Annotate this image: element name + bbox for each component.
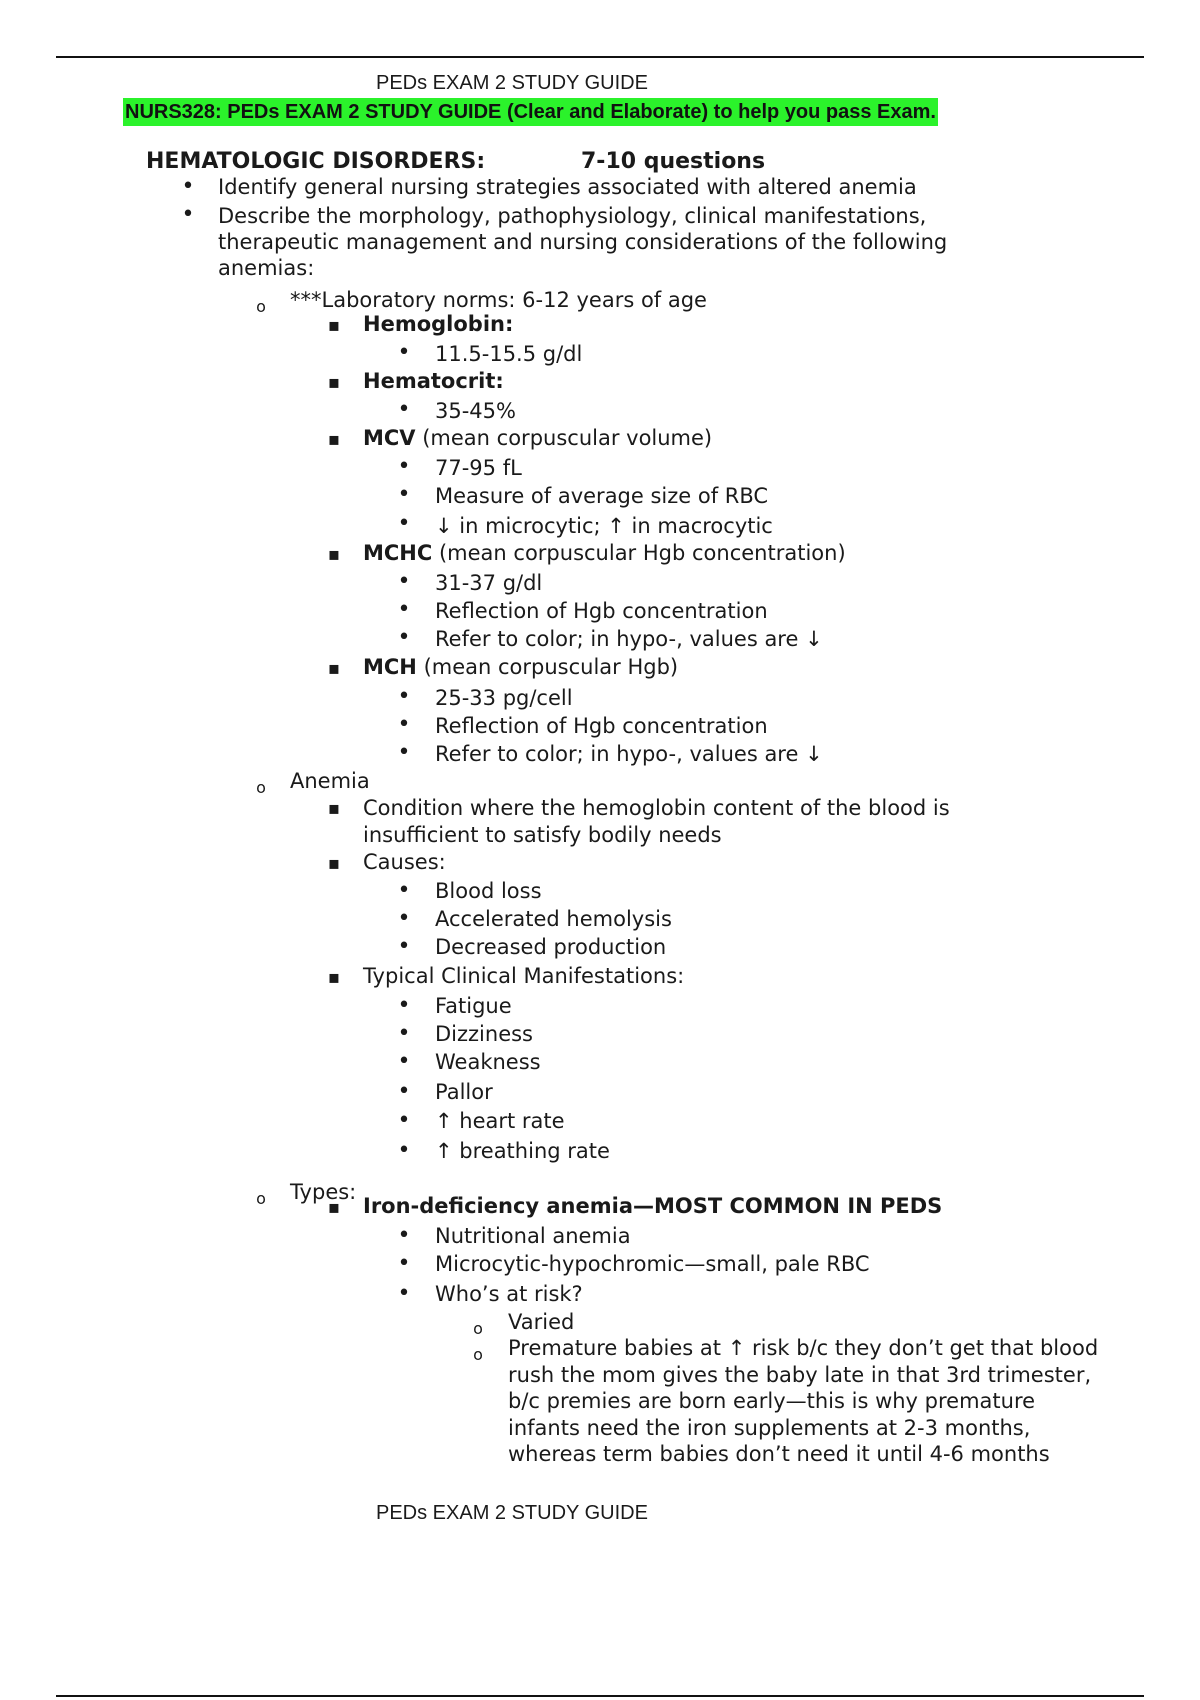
manifestation-item: ↑ breathing rate — [435, 1139, 610, 1163]
cause-item: Accelerated hemolysis — [435, 907, 672, 931]
bullet-icon — [397, 906, 411, 931]
bullet-icon — [397, 569, 411, 594]
hemoglobin-label: Hemoglobin: — [363, 312, 514, 336]
bullet-icon — [397, 1138, 411, 1163]
circle-bullet-icon — [471, 1341, 485, 1365]
bullet-icon — [397, 1079, 411, 1104]
iron-item: Nutritional anemia — [435, 1224, 631, 1248]
mch-item: 25-33 pg/cell — [435, 686, 573, 710]
iron-deficiency-title: Iron-deficiency anemia—MOST COMMON IN PEDS — [363, 1194, 943, 1218]
bullet-icon — [181, 174, 195, 199]
mcv-item: 77-95 fL — [435, 456, 522, 480]
manifestation-item: Dizziness — [435, 1022, 533, 1046]
bullet-icon — [397, 454, 411, 479]
square-bullet-icon — [327, 312, 341, 336]
risk-premature: Premature babies at ↑ risk b/c they don’t get that blood rush the mom gives the baby late in that 3rd trimester, b/c premies are born early—this is why premature infants need the iron supplements at 2-3 months, whereas term babies don’t need it until 4-6 months — [508, 1336, 1099, 1466]
square-bullet-icon — [327, 1194, 341, 1218]
square-bullet-icon — [327, 541, 341, 565]
mcv-item: ↓ in microcytic; ↑ in macrocytic — [435, 514, 773, 538]
manifestation-item: ↑ heart rate — [435, 1109, 565, 1133]
bullet-icon — [397, 597, 411, 622]
bullet-icon — [397, 1108, 411, 1133]
circle-bullet-icon — [471, 1315, 485, 1339]
bullet-icon — [397, 511, 411, 536]
square-bullet-icon — [327, 964, 341, 988]
iron-item: Microcytic-hypochromic—small, pale RBC — [435, 1252, 870, 1276]
hematocrit-label: Hematocrit: — [363, 369, 504, 393]
bullet-icon — [397, 934, 411, 959]
anemia-definition: Condition where the hemoglobin content of the blood is insufficient to satisfy bodily needs — [363, 796, 950, 847]
mcv-description: (mean corpuscular volume) — [415, 426, 713, 450]
bullet-icon — [397, 993, 411, 1018]
bullet-icon — [397, 625, 411, 650]
circle-bullet-icon — [254, 1185, 268, 1209]
page-footer-title: PEDs EXAM 2 STUDY GUIDE — [376, 1502, 648, 1524]
bullet-icon — [397, 740, 411, 765]
mch-description: (mean corpuscular Hgb) — [416, 655, 679, 679]
top-rule — [56, 56, 1144, 58]
cause-item: Decreased production — [435, 935, 667, 959]
mchc-abbr: MCHC — [363, 541, 433, 565]
mch-heading — [363, 655, 678, 679]
bullet-icon — [181, 202, 195, 227]
manifestation-item: Fatigue — [435, 994, 512, 1018]
mch-item: Refer to color; in hypo-, values are ↓ — [435, 742, 823, 766]
mch-item: Reflection of Hgb concentration — [435, 714, 768, 738]
bottom-rule — [56, 1695, 1144, 1697]
bullet-icon — [397, 1049, 411, 1074]
bullet-icon — [397, 482, 411, 507]
manifestations-label: Typical Clinical Manifestations: — [363, 964, 685, 988]
square-bullet-icon — [327, 426, 341, 450]
bullet-icon — [397, 1021, 411, 1046]
circle-bullet-icon — [254, 774, 268, 798]
manifestation-item: Pallor — [435, 1080, 493, 1104]
bullet-icon — [397, 340, 411, 365]
risk-varied: Varied — [508, 1310, 575, 1334]
bullet-icon — [397, 712, 411, 737]
manifestation-item: Weakness — [435, 1050, 541, 1074]
square-bullet-icon — [327, 369, 341, 393]
bullet-icon — [397, 1251, 411, 1276]
lab-norms-heading: ***Laboratory norms: 6-12 years of age — [290, 288, 707, 312]
hemoglobin-value: 11.5-15.5 g/dl — [435, 342, 583, 366]
mchc-item: 31-37 g/dl — [435, 571, 543, 595]
causes-label: Causes: — [363, 850, 446, 874]
circle-bullet-icon — [254, 293, 268, 317]
cause-item: Blood loss — [435, 879, 542, 903]
mchc-item: Reflection of Hgb concentration — [435, 599, 768, 623]
mchc-heading — [363, 541, 846, 565]
mcv-abbr: MCV — [363, 426, 416, 450]
square-bullet-icon — [327, 795, 341, 819]
highlighted-course-banner: NURS328: PEDs EXAM 2 STUDY GUIDE (Clear and Elaborate) to help you pass Exam. — [123, 98, 938, 126]
iron-item: Who’s at risk? — [435, 1282, 583, 1306]
bullet-icon — [397, 684, 411, 709]
mchc-description: (mean corpuscular Hgb concentration) — [432, 541, 846, 565]
mcv-heading — [363, 426, 712, 450]
section-question-count: 7-10 questions — [581, 149, 766, 174]
objective-item: Identify general nursing strategies associated with altered anemia — [218, 175, 917, 199]
mcv-item: Measure of average size of RBC — [435, 484, 769, 508]
square-bullet-icon — [327, 850, 341, 874]
hematocrit-value: 35-45% — [435, 399, 516, 423]
bullet-icon — [397, 878, 411, 903]
bullet-icon — [397, 397, 411, 422]
mch-abbr: MCH — [363, 655, 417, 679]
objective-item: Describe the morphology, pathophysiology, clinical manifestations, therapeutic management and nursing considerations of the following anemias: — [218, 204, 948, 280]
types-heading: Types: — [290, 1180, 357, 1204]
mchc-item: Refer to color; in hypo-, values are ↓ — [435, 627, 823, 651]
page-header-title: PEDs EXAM 2 STUDY GUIDE — [376, 72, 648, 94]
bullet-icon — [397, 1281, 411, 1306]
bullet-icon — [397, 1223, 411, 1248]
square-bullet-icon — [327, 655, 341, 679]
section-title: HEMATOLOGIC DISORDERS: — [146, 149, 486, 174]
anemia-heading: Anemia — [290, 769, 370, 793]
